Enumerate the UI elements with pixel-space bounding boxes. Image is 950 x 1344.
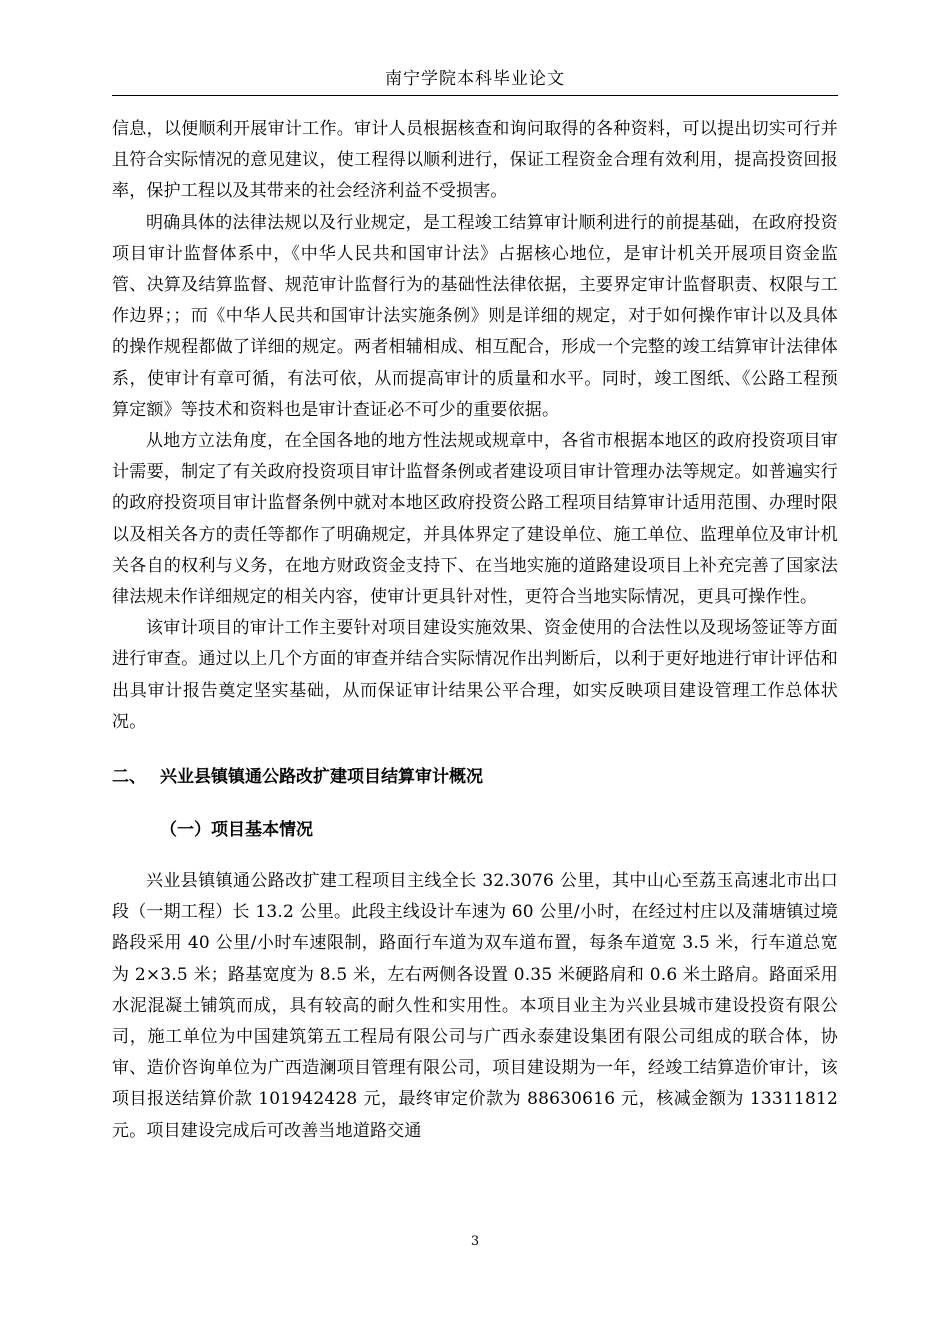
spacer	[112, 846, 838, 866]
paragraph-project-overview: 兴业县镇镇通公路改扩建工程项目主线全长 32.3076 公里，其中山心至荔玉高速北市出口段（一期工程）长 13.2 公里。此段主线设计车速为 60 公里/小时，在经过村庄以及蒲塘镇过境路段采用 40 公里/小时车速限制，路面行车道为双车道布置，每条车道宽 3.5 米，行车道总宽为 2×3.5 米；路基宽度为 8.5 米，左右两侧各设置 0.35 米硬路肩和 0.6 米土路肩。路面采用水泥混凝土铺筑而成，具有较高的耐久性和实用性。本项目业主为兴业县城市建设投资有限公司，施工单位为中国建筑第五工程局有限公司与广西永泰建设集团有限公司组成的联合体，协审、造价咨询单位为广西造澜项目管理有限公司，项目建设期为一年，经竣工结算造价审计，该项目报送结算价款 101942428 元，最终审定价款为 88630616 元，核减金额为 13311812 元。项目建设完成后可改善当地道路交通	[112, 871, 838, 1141]
section-number: 二、	[112, 767, 146, 788]
section-title: 兴业县镇镇通公路改扩建项目结算审计概况	[160, 767, 483, 788]
subsection-heading: （一）项目基本情况	[160, 820, 313, 841]
header-rule	[112, 95, 838, 96]
paragraph-continued: 信息，以便顺利开展审计工作。审计人员根据核查和询问取得的各种资料，可以提出切实可行并且符合实际情况的意见建议，使工程得以顺利进行，保证工程资金合理有效利用，提高投资回报率，保护工程以及其带来的社会经济利益不受损害。	[112, 119, 838, 202]
page-header-title: 南宁学院本科毕业论文	[385, 69, 565, 89]
section-heading	[112, 762, 838, 793]
paragraph-local-legislation: 从地方立法角度，在全国各地的地方性法规或规章中，各省市根据本地区的政府投资项目审计需要，制定了有关政府投资项目审计监督条例或者建设项目审计管理办法等规定。如普遍实行的政府投资项目审计监督条例中就对本地区政府投资公路工程项目结算审计适用范围、办理时限以及相关各方的责任等都作了明确规定，并具体界定了建设单位、施工单位、监理单位及审计机关各自的权利与义务，在地方财政资金支持下、在当地实施的道路建设项目上补充完善了国家法律法规未作详细规定的相关内容，使审计更具针对性，更符合当地实际情况，更具可操作性。	[112, 431, 838, 608]
page-number: 3	[470, 1234, 480, 1249]
paragraph-audit-scope: 该审计项目的审计工作主要针对项目建设实施效果、资金使用的合法性以及现场签证等方面进行审查。通过以上几个方面的审查并结合实际情况作出判断后，以利于更好地进行审计评估和出具审计报告奠定坚实基础，从而保证审计结果公平合理，如实反映项目建设管理工作总体状况。	[112, 618, 838, 732]
body-text	[112, 114, 838, 1147]
paragraph-legal-basis: 明确具体的法律法规以及行业规定，是工程竣工结算审计顺利进行的前提基础，在政府投资项目审计监督体系中，《中华人民共和国审计法》占据核心地位，是审计机关开展项目资金监管、决算及结算监督、规范审计监督行为的基础性法律依据，主要界定审计监督职责、权限与工作边界；；而《中华人民共和国审计法实施条例》则是详细的规定，对于如何操作审计以及具体的操作规程都做了详细的规定。两者相辅相成、相互配合，形成一个完整的竣工结算审计法律体系，使审计有章可循，有法可依，从而提高审计的质量和水平。同时，竣工图纸、《公路工程预算定额》等技术和资料也是审计查证必不可少的重要依据。	[112, 212, 838, 420]
